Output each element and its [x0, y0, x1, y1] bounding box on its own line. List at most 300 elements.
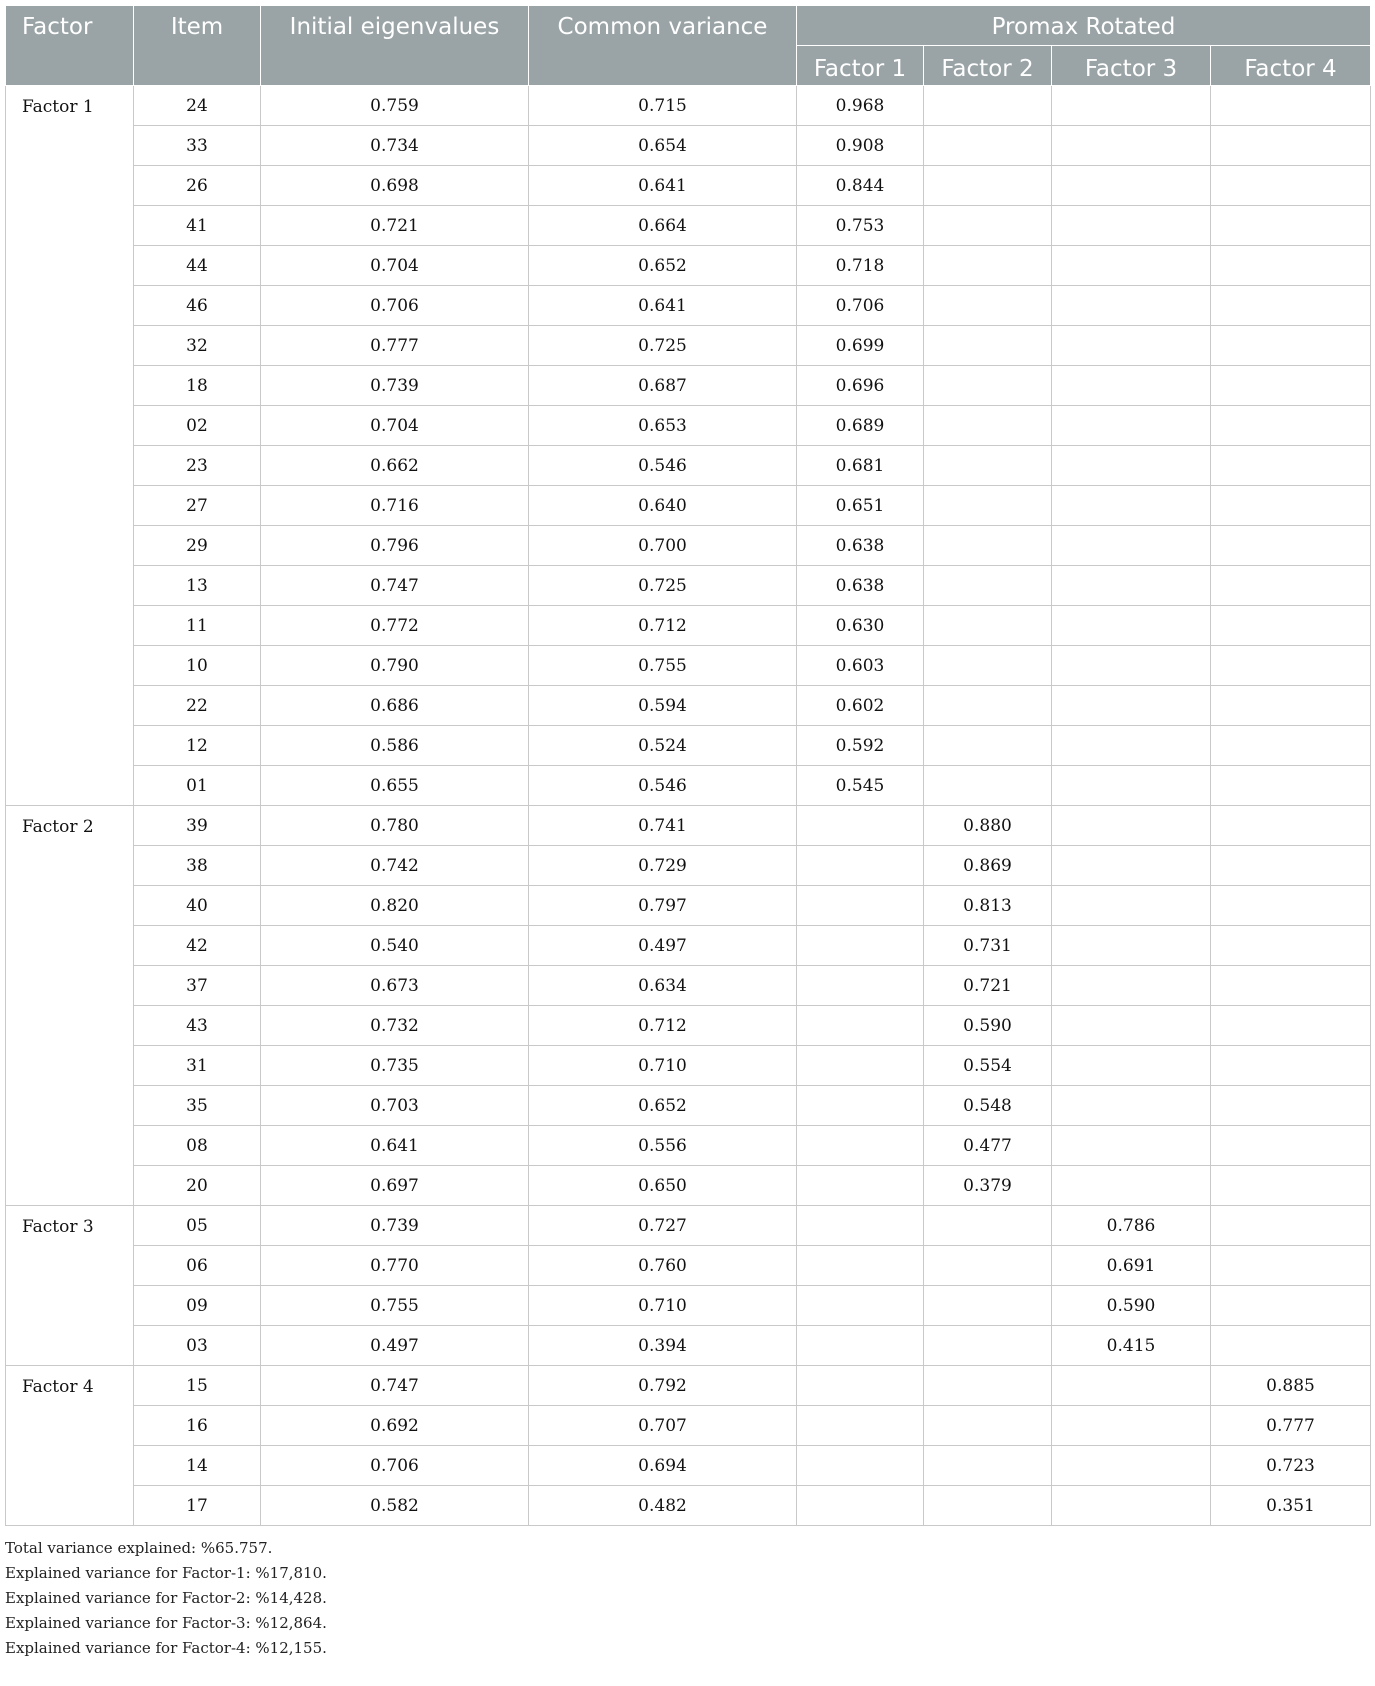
common-variance-cell: 0.725 — [529, 566, 797, 606]
factor-1-loading-cell: 0.706 — [797, 286, 924, 326]
initial-eigenvalue-cell: 0.698 — [261, 166, 529, 206]
factor-3-loading-cell — [1052, 726, 1211, 766]
factor-1-loading-cell: 0.908 — [797, 126, 924, 166]
item-cell: 24 — [134, 86, 261, 126]
table-row — [6, 1366, 1371, 1406]
factor-4-loading-cell — [1211, 686, 1371, 726]
common-variance-cell: 0.641 — [529, 286, 797, 326]
factor-2-loading-cell — [924, 446, 1052, 486]
table-row — [6, 1206, 1371, 1246]
initial-eigenvalue-cell: 0.540 — [261, 926, 529, 966]
factor-2-loading-cell — [924, 1286, 1052, 1326]
factor-4-loading-cell — [1211, 566, 1371, 606]
factor-2-loading-cell: 0.477 — [924, 1126, 1052, 1166]
table-row — [6, 246, 1371, 286]
footnote-factor-3-variance: Explained variance for Factor-3: %12,864. — [5, 1614, 327, 1632]
factor-group-label: Factor 3 — [6, 1206, 134, 1366]
common-variance-cell: 0.760 — [529, 1246, 797, 1286]
table-row — [6, 926, 1371, 966]
factor-2-loading-cell — [924, 1446, 1052, 1486]
initial-eigenvalue-cell: 0.759 — [261, 86, 529, 126]
factor-3-loading-cell — [1052, 1126, 1211, 1166]
factor-1-loading-cell — [797, 1086, 924, 1126]
item-cell: 01 — [134, 766, 261, 806]
factor-4-loading-cell — [1211, 1126, 1371, 1166]
common-variance-cell: 0.594 — [529, 686, 797, 726]
factor-1-loading-cell — [797, 966, 924, 1006]
item-cell: 17 — [134, 1486, 261, 1526]
initial-eigenvalue-cell: 0.755 — [261, 1286, 529, 1326]
factor-1-loading-cell — [797, 846, 924, 886]
item-cell: 12 — [134, 726, 261, 766]
factor-2-loading-cell — [924, 286, 1052, 326]
factor-2-loading-cell — [924, 1326, 1052, 1366]
initial-eigenvalue-cell: 0.777 — [261, 326, 529, 366]
common-variance-cell: 0.640 — [529, 486, 797, 526]
table-row — [6, 726, 1371, 766]
factor-2-loading-cell — [924, 1406, 1052, 1446]
initial-eigenvalue-cell: 0.742 — [261, 846, 529, 886]
factor-4-loading-cell — [1211, 966, 1371, 1006]
item-cell: 41 — [134, 206, 261, 246]
factor-1-loading-cell: 0.592 — [797, 726, 924, 766]
factor-1-loading-cell — [797, 806, 924, 846]
table-row — [6, 686, 1371, 726]
factor-3-loading-cell — [1052, 286, 1211, 326]
initial-eigenvalue-cell: 0.706 — [261, 286, 529, 326]
header-factor: Factor — [6, 6, 134, 86]
factor-2-loading-cell: 0.869 — [924, 846, 1052, 886]
table-row — [6, 406, 1371, 446]
factor-1-loading-cell: 0.968 — [797, 86, 924, 126]
initial-eigenvalue-cell: 0.641 — [261, 1126, 529, 1166]
initial-eigenvalue-cell: 0.732 — [261, 1006, 529, 1046]
factor-2-loading-cell: 0.379 — [924, 1166, 1052, 1206]
factor-1-loading-cell — [797, 1246, 924, 1286]
factor-1-loading-cell: 0.638 — [797, 526, 924, 566]
factor-4-loading-cell: 0.723 — [1211, 1446, 1371, 1486]
factor-1-loading-cell: 0.603 — [797, 646, 924, 686]
table-row — [6, 486, 1371, 526]
factor-3-loading-cell — [1052, 1366, 1211, 1406]
factor-2-loading-cell — [924, 1366, 1052, 1406]
factor-4-loading-cell — [1211, 166, 1371, 206]
factor-4-loading-cell: 0.885 — [1211, 1366, 1371, 1406]
factor-4-loading-cell — [1211, 286, 1371, 326]
item-cell: 09 — [134, 1286, 261, 1326]
factor-group-label: Factor 2 — [6, 806, 134, 1206]
table-row — [6, 966, 1371, 1006]
factor-1-loading-cell: 0.718 — [797, 246, 924, 286]
factor-2-loading-cell: 0.554 — [924, 1046, 1052, 1086]
common-variance-cell: 0.394 — [529, 1326, 797, 1366]
item-cell: 15 — [134, 1366, 261, 1406]
table-row — [6, 1046, 1371, 1086]
item-cell: 33 — [134, 126, 261, 166]
factor-3-loading-cell — [1052, 326, 1211, 366]
factor-3-loading-cell: 0.691 — [1052, 1246, 1211, 1286]
initial-eigenvalue-cell: 0.662 — [261, 446, 529, 486]
header-factor-3: Factor 3 — [1052, 46, 1211, 86]
item-cell: 13 — [134, 566, 261, 606]
factor-4-loading-cell — [1211, 486, 1371, 526]
factor-4-loading-cell — [1211, 1046, 1371, 1086]
initial-eigenvalue-cell: 0.586 — [261, 726, 529, 766]
factor-3-loading-cell — [1052, 1166, 1211, 1206]
table-row — [6, 886, 1371, 926]
table-row — [6, 1126, 1371, 1166]
factor-1-loading-cell — [797, 1326, 924, 1366]
table-row — [6, 1086, 1371, 1126]
common-variance-cell: 0.700 — [529, 526, 797, 566]
common-variance-cell: 0.741 — [529, 806, 797, 846]
item-cell: 14 — [134, 1446, 261, 1486]
common-variance-cell: 0.654 — [529, 126, 797, 166]
initial-eigenvalue-cell: 0.697 — [261, 1166, 529, 1206]
initial-eigenvalue-cell: 0.739 — [261, 1206, 529, 1246]
table-row — [6, 326, 1371, 366]
item-cell: 11 — [134, 606, 261, 646]
initial-eigenvalue-cell: 0.770 — [261, 1246, 529, 1286]
factor-3-loading-cell — [1052, 206, 1211, 246]
factor-3-loading-cell — [1052, 646, 1211, 686]
table-row — [6, 1166, 1371, 1206]
common-variance-cell: 0.710 — [529, 1046, 797, 1086]
table-footnotes — [5, 1536, 1370, 1661]
header-common-variance: Common variance — [529, 6, 797, 86]
item-cell: 39 — [134, 806, 261, 846]
common-variance-cell: 0.715 — [529, 86, 797, 126]
item-cell: 22 — [134, 686, 261, 726]
factor-3-loading-cell — [1052, 446, 1211, 486]
table-row — [6, 526, 1371, 566]
factor-4-loading-cell — [1211, 766, 1371, 806]
factor-1-loading-cell: 0.630 — [797, 606, 924, 646]
common-variance-cell: 0.712 — [529, 1006, 797, 1046]
factor-2-loading-cell — [924, 166, 1052, 206]
header-factor-2: Factor 2 — [924, 46, 1052, 86]
factor-3-loading-cell — [1052, 686, 1211, 726]
factor-4-loading-cell — [1211, 1206, 1371, 1246]
factor-2-loading-cell: 0.721 — [924, 966, 1052, 1006]
factor-2-loading-cell — [924, 486, 1052, 526]
factor-group-label: Factor 1 — [6, 86, 134, 806]
factor-3-loading-cell — [1052, 1406, 1211, 1446]
factor-2-loading-cell — [924, 686, 1052, 726]
common-variance-cell: 0.497 — [529, 926, 797, 966]
factor-4-loading-cell — [1211, 606, 1371, 646]
factor-3-loading-cell — [1052, 366, 1211, 406]
header-factor-4: Factor 4 — [1211, 46, 1371, 86]
initial-eigenvalue-cell: 0.820 — [261, 886, 529, 926]
table-row — [6, 126, 1371, 166]
factor-3-loading-cell — [1052, 806, 1211, 846]
table-row — [6, 1326, 1371, 1366]
item-cell: 02 — [134, 406, 261, 446]
table-row — [6, 846, 1371, 886]
common-variance-cell: 0.712 — [529, 606, 797, 646]
factor-4-loading-cell — [1211, 926, 1371, 966]
factor-1-loading-cell: 0.602 — [797, 686, 924, 726]
factor-1-loading-cell: 0.844 — [797, 166, 924, 206]
item-cell: 08 — [134, 1126, 261, 1166]
common-variance-cell: 0.634 — [529, 966, 797, 1006]
initial-eigenvalue-cell: 0.790 — [261, 646, 529, 686]
factor-3-loading-cell — [1052, 486, 1211, 526]
item-cell: 44 — [134, 246, 261, 286]
table-row — [6, 646, 1371, 686]
table-row — [6, 806, 1371, 846]
footnote-factor-2-variance: Explained variance for Factor-2: %14,428. — [5, 1589, 327, 1607]
initial-eigenvalue-cell: 0.673 — [261, 966, 529, 1006]
factor-2-loading-cell: 0.813 — [924, 886, 1052, 926]
factor-3-loading-cell — [1052, 606, 1211, 646]
factor-4-loading-cell — [1211, 1246, 1371, 1286]
initial-eigenvalue-cell: 0.704 — [261, 406, 529, 446]
item-cell: 38 — [134, 846, 261, 886]
footnote-factor-1-variance: Explained variance for Factor-1: %17,810. — [5, 1564, 327, 1582]
factor-3-loading-cell — [1052, 526, 1211, 566]
factor-3-loading-cell — [1052, 1486, 1211, 1526]
initial-eigenvalue-cell: 0.706 — [261, 1446, 529, 1486]
factor-4-loading-cell — [1211, 1166, 1371, 1206]
factor-1-loading-cell — [797, 1206, 924, 1246]
table-row — [6, 286, 1371, 326]
initial-eigenvalue-cell: 0.692 — [261, 1406, 529, 1446]
factor-4-loading-cell — [1211, 206, 1371, 246]
header-initial-eigenvalues: Initial eigenvalues — [261, 6, 529, 86]
common-variance-cell: 0.556 — [529, 1126, 797, 1166]
initial-eigenvalue-cell: 0.703 — [261, 1086, 529, 1126]
factor-3-loading-cell — [1052, 1006, 1211, 1046]
factor-4-loading-cell — [1211, 86, 1371, 126]
factor-2-loading-cell — [924, 1206, 1052, 1246]
common-variance-cell: 0.687 — [529, 366, 797, 406]
common-variance-cell: 0.641 — [529, 166, 797, 206]
factor-4-loading-cell — [1211, 126, 1371, 166]
factor-4-loading-cell — [1211, 366, 1371, 406]
factor-2-loading-cell — [924, 246, 1052, 286]
item-cell: 37 — [134, 966, 261, 1006]
factor-4-loading-cell — [1211, 326, 1371, 366]
factor-1-loading-cell: 0.638 — [797, 566, 924, 606]
factor-4-loading-cell — [1211, 1086, 1371, 1126]
factor-3-loading-cell — [1052, 926, 1211, 966]
factor-2-loading-cell — [924, 646, 1052, 686]
common-variance-cell: 0.707 — [529, 1406, 797, 1446]
item-cell: 31 — [134, 1046, 261, 1086]
factor-1-loading-cell — [797, 1446, 924, 1486]
table-row — [6, 166, 1371, 206]
table-row — [6, 1406, 1371, 1446]
factor-3-loading-cell — [1052, 966, 1211, 1006]
factor-1-loading-cell: 0.681 — [797, 446, 924, 486]
factor-2-loading-cell — [924, 766, 1052, 806]
item-cell: 05 — [134, 1206, 261, 1246]
table-row — [6, 566, 1371, 606]
initial-eigenvalue-cell: 0.739 — [261, 366, 529, 406]
initial-eigenvalue-cell: 0.582 — [261, 1486, 529, 1526]
item-cell: 16 — [134, 1406, 261, 1446]
initial-eigenvalue-cell: 0.734 — [261, 126, 529, 166]
factor-1-loading-cell: 0.696 — [797, 366, 924, 406]
item-cell: 10 — [134, 646, 261, 686]
factor-4-loading-cell — [1211, 646, 1371, 686]
table-header — [6, 6, 1371, 86]
factor-4-loading-cell: 0.777 — [1211, 1406, 1371, 1446]
factor-3-loading-cell: 0.590 — [1052, 1286, 1211, 1326]
factor-1-loading-cell: 0.699 — [797, 326, 924, 366]
factor-4-loading-cell: 0.351 — [1211, 1486, 1371, 1526]
item-cell: 18 — [134, 366, 261, 406]
factor-1-loading-cell — [797, 1166, 924, 1206]
factor-group-label: Factor 4 — [6, 1366, 134, 1526]
factor-2-loading-cell: 0.880 — [924, 806, 1052, 846]
common-variance-cell: 0.725 — [529, 326, 797, 366]
factor-2-loading-cell — [924, 326, 1052, 366]
factor-1-loading-cell — [797, 1126, 924, 1166]
common-variance-cell: 0.546 — [529, 446, 797, 486]
factor-3-loading-cell — [1052, 406, 1211, 446]
factor-4-loading-cell — [1211, 446, 1371, 486]
item-cell: 29 — [134, 526, 261, 566]
factor-2-loading-cell — [924, 86, 1052, 126]
common-variance-cell: 0.546 — [529, 766, 797, 806]
item-cell: 27 — [134, 486, 261, 526]
common-variance-cell: 0.729 — [529, 846, 797, 886]
item-cell: 32 — [134, 326, 261, 366]
factor-2-loading-cell: 0.590 — [924, 1006, 1052, 1046]
initial-eigenvalue-cell: 0.497 — [261, 1326, 529, 1366]
factor-3-loading-cell — [1052, 846, 1211, 886]
factor-1-loading-cell — [797, 1286, 924, 1326]
initial-eigenvalue-cell: 0.721 — [261, 206, 529, 246]
factor-1-loading-cell — [797, 1486, 924, 1526]
item-cell: 42 — [134, 926, 261, 966]
factor-1-loading-cell — [797, 1046, 924, 1086]
common-variance-cell: 0.482 — [529, 1486, 797, 1526]
factor-2-loading-cell: 0.731 — [924, 926, 1052, 966]
header-factor-1: Factor 1 — [797, 46, 924, 86]
table-body — [6, 86, 1371, 1526]
factor-2-loading-cell — [924, 606, 1052, 646]
table-row — [6, 366, 1371, 406]
initial-eigenvalue-cell: 0.735 — [261, 1046, 529, 1086]
factor-3-loading-cell: 0.786 — [1052, 1206, 1211, 1246]
factor-3-loading-cell — [1052, 1446, 1211, 1486]
initial-eigenvalue-cell: 0.716 — [261, 486, 529, 526]
table-row — [6, 1006, 1371, 1046]
factor-4-loading-cell — [1211, 846, 1371, 886]
factor-1-loading-cell — [797, 926, 924, 966]
factor-4-loading-cell — [1211, 886, 1371, 926]
factor-2-loading-cell — [924, 526, 1052, 566]
initial-eigenvalue-cell: 0.655 — [261, 766, 529, 806]
table-row — [6, 1246, 1371, 1286]
factor-2-loading-cell — [924, 126, 1052, 166]
common-variance-cell: 0.652 — [529, 1086, 797, 1126]
factor-2-loading-cell — [924, 366, 1052, 406]
factor-2-loading-cell — [924, 566, 1052, 606]
item-cell: 46 — [134, 286, 261, 326]
item-cell: 26 — [134, 166, 261, 206]
factor-1-loading-cell — [797, 1006, 924, 1046]
common-variance-cell: 0.694 — [529, 1446, 797, 1486]
factor-1-loading-cell: 0.545 — [797, 766, 924, 806]
item-cell: 03 — [134, 1326, 261, 1366]
table-row — [6, 606, 1371, 646]
common-variance-cell: 0.727 — [529, 1206, 797, 1246]
factor-3-loading-cell — [1052, 766, 1211, 806]
factor-4-loading-cell — [1211, 1286, 1371, 1326]
item-cell: 35 — [134, 1086, 261, 1126]
factor-4-loading-cell — [1211, 726, 1371, 766]
factor-3-loading-cell — [1052, 166, 1211, 206]
factor-2-loading-cell — [924, 406, 1052, 446]
common-variance-cell: 0.524 — [529, 726, 797, 766]
factor-3-loading-cell — [1052, 126, 1211, 166]
factor-2-loading-cell: 0.548 — [924, 1086, 1052, 1126]
factor-4-loading-cell — [1211, 1006, 1371, 1046]
factor-3-loading-cell — [1052, 246, 1211, 286]
common-variance-cell: 0.664 — [529, 206, 797, 246]
item-cell: 43 — [134, 1006, 261, 1046]
factor-2-loading-cell — [924, 726, 1052, 766]
factor-1-loading-cell: 0.753 — [797, 206, 924, 246]
item-cell: 23 — [134, 446, 261, 486]
factor-2-loading-cell — [924, 1246, 1052, 1286]
factor-1-loading-cell — [797, 1406, 924, 1446]
initial-eigenvalue-cell: 0.747 — [261, 1366, 529, 1406]
footnote-factor-4-variance: Explained variance for Factor-4: %12,155. — [5, 1639, 327, 1657]
factor-loadings-table — [5, 5, 1371, 1526]
factor-4-loading-cell — [1211, 406, 1371, 446]
common-variance-cell: 0.653 — [529, 406, 797, 446]
common-variance-cell: 0.792 — [529, 1366, 797, 1406]
initial-eigenvalue-cell: 0.796 — [261, 526, 529, 566]
factor-1-loading-cell: 0.651 — [797, 486, 924, 526]
common-variance-cell: 0.650 — [529, 1166, 797, 1206]
factor-1-loading-cell — [797, 1366, 924, 1406]
factor-3-loading-cell — [1052, 86, 1211, 126]
factor-3-loading-cell — [1052, 1046, 1211, 1086]
table-row — [6, 1486, 1371, 1526]
header-item: Item — [134, 6, 261, 86]
factor-3-loading-cell — [1052, 1086, 1211, 1126]
factor-3-loading-cell: 0.415 — [1052, 1326, 1211, 1366]
initial-eigenvalue-cell: 0.772 — [261, 606, 529, 646]
footnote-total-variance: Total variance explained: %65.757. — [5, 1539, 273, 1557]
table-row — [6, 1286, 1371, 1326]
initial-eigenvalue-cell: 0.704 — [261, 246, 529, 286]
common-variance-cell: 0.710 — [529, 1286, 797, 1326]
table-row — [6, 86, 1371, 126]
table-row — [6, 446, 1371, 486]
factor-3-loading-cell — [1052, 566, 1211, 606]
factor-1-loading-cell: 0.689 — [797, 406, 924, 446]
factor-2-loading-cell — [924, 1486, 1052, 1526]
table-row — [6, 766, 1371, 806]
common-variance-cell: 0.797 — [529, 886, 797, 926]
header-promax-rotated: Promax Rotated — [797, 6, 1371, 46]
common-variance-cell: 0.755 — [529, 646, 797, 686]
item-cell: 06 — [134, 1246, 261, 1286]
factor-3-loading-cell — [1052, 886, 1211, 926]
factor-4-loading-cell — [1211, 526, 1371, 566]
factor-1-loading-cell — [797, 886, 924, 926]
factor-4-loading-cell — [1211, 806, 1371, 846]
factor-analysis-document — [5, 5, 1370, 1661]
